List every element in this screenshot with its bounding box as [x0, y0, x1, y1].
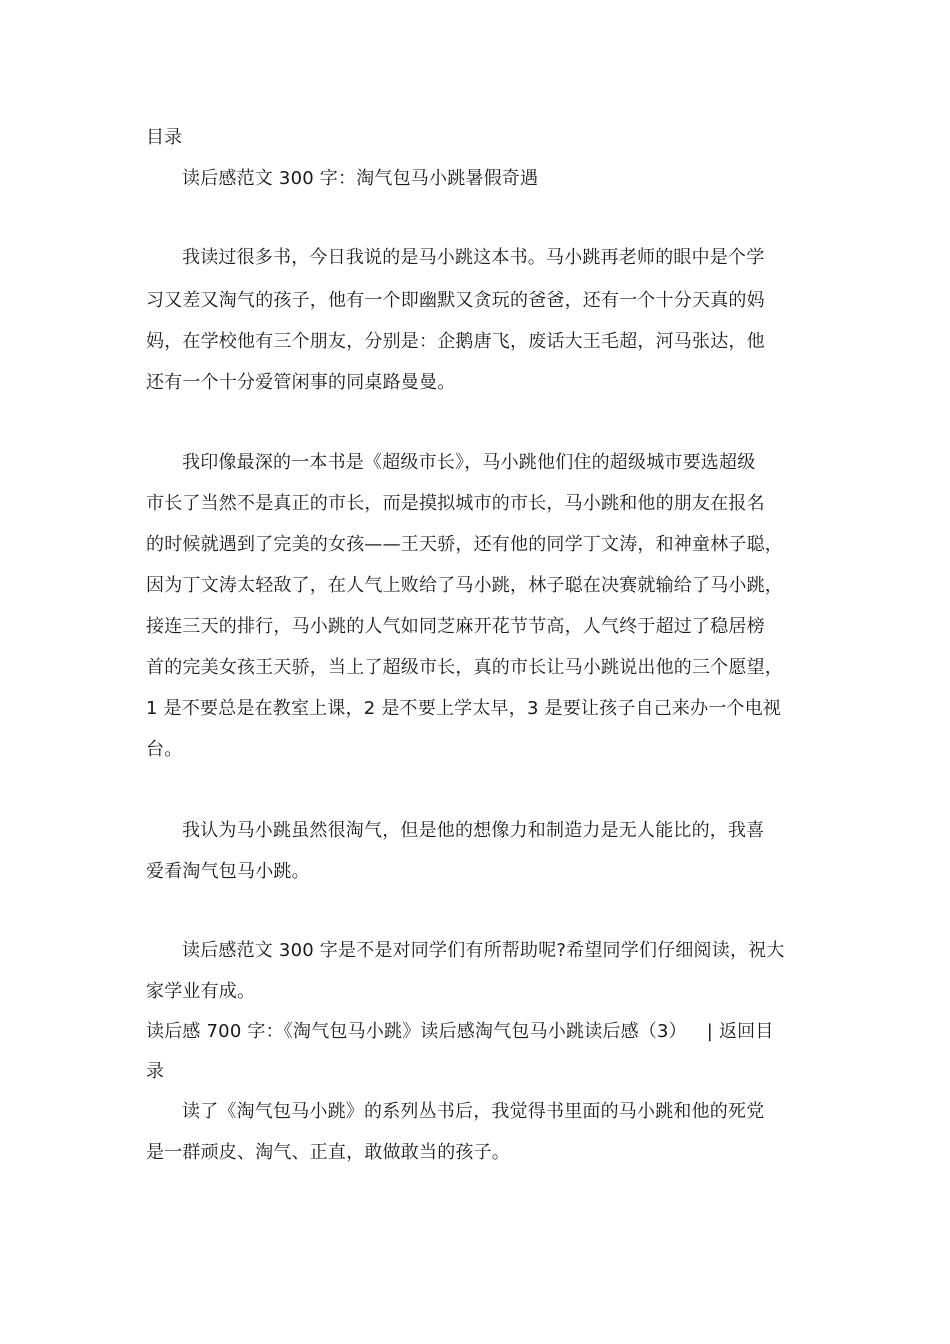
toc-label: 目录 [146, 127, 183, 148]
paragraph-2-line: 台。 [146, 739, 183, 760]
back-to-toc-link[interactable]: | 返回目 [706, 1021, 774, 1042]
section-title-1: 读后感范文 300 字：淘气包马小跳暑假奇遇 [182, 168, 539, 189]
section-title-2 [146, 1022, 774, 1042]
paragraph-3-line: 我认为马小跳虽然很淘气，但是他的想像力和制造力是无人能比的，我喜 [182, 820, 765, 841]
paragraph-4-line: 家学业有成。 [146, 981, 256, 1002]
paragraph-3-line: 爱看淘气包马小跳。 [146, 861, 310, 882]
paragraph-1-line: 我读过很多书，今日我说的是马小跳这本书。马小跳再老师的眼中是个学 [182, 247, 765, 268]
paragraph-2-line: 接连三天的排行，马小跳的人气如同芝麻开花节节高，人气终于超过了稳居榜 [146, 616, 765, 637]
paragraph-2-line: 市长了当然不是真正的市长，而是摸拟城市的市长，马小跳和他的朋友在报名 [146, 493, 765, 514]
section-title-2-text: 读后感 700 字：《淘气包马小跳》读后感淘气包马小跳读后感（3） [146, 1021, 687, 1042]
paragraph-5-line: 是一群顽皮、淘气、正直，敢做敢当的孩子。 [146, 1142, 510, 1163]
paragraph-2-line: 的时候就遇到了完美的女孩——王天骄，还有他的同学丁文涛，和神童林子聪， [146, 534, 783, 555]
paragraph-2-line: 因为丁文涛太轻敌了，在人气上败给了马小跳，林子聪在决赛就输给了马小跳， [146, 575, 783, 596]
paragraph-1-line: 还有一个十分爱管闲事的同桌路曼曼。 [146, 372, 456, 393]
paragraph-2-line: 首的完美女孩王天骄，当上了超级市长，真的市长让马小跳说出他的三个愿望， [146, 657, 783, 678]
paragraph-1-line: 妈，在学校他有三个朋友，分别是：企鹅唐飞，废话大王毛超，河马张达，他 [146, 331, 765, 352]
paragraph-5-line: 读了《淘气包马小跳》的系列丛书后，我觉得书里面的马小跳和他的死党 [182, 1101, 765, 1122]
paragraph-4-line: 读后感范文 300 字是不是对同学们有所帮助呢?希望同学们仔细阅读，祝大 [182, 940, 785, 961]
paragraph-2-line: 我印像最深的一本书是《超级市长》，马小跳他们住的超级城市要选超级 [182, 452, 756, 473]
paragraph-2-line: 1 是不要总是在教室上课，2 是不要上学太早，3 是要让孩子自己来办一个电视 [146, 698, 782, 719]
paragraph-1-line: 习又差又淘气的孩子，他有一个即幽默又贪玩的爸爸，还有一个十分天真的妈 [146, 290, 765, 311]
section-title-2-continued: 录 [146, 1061, 165, 1082]
